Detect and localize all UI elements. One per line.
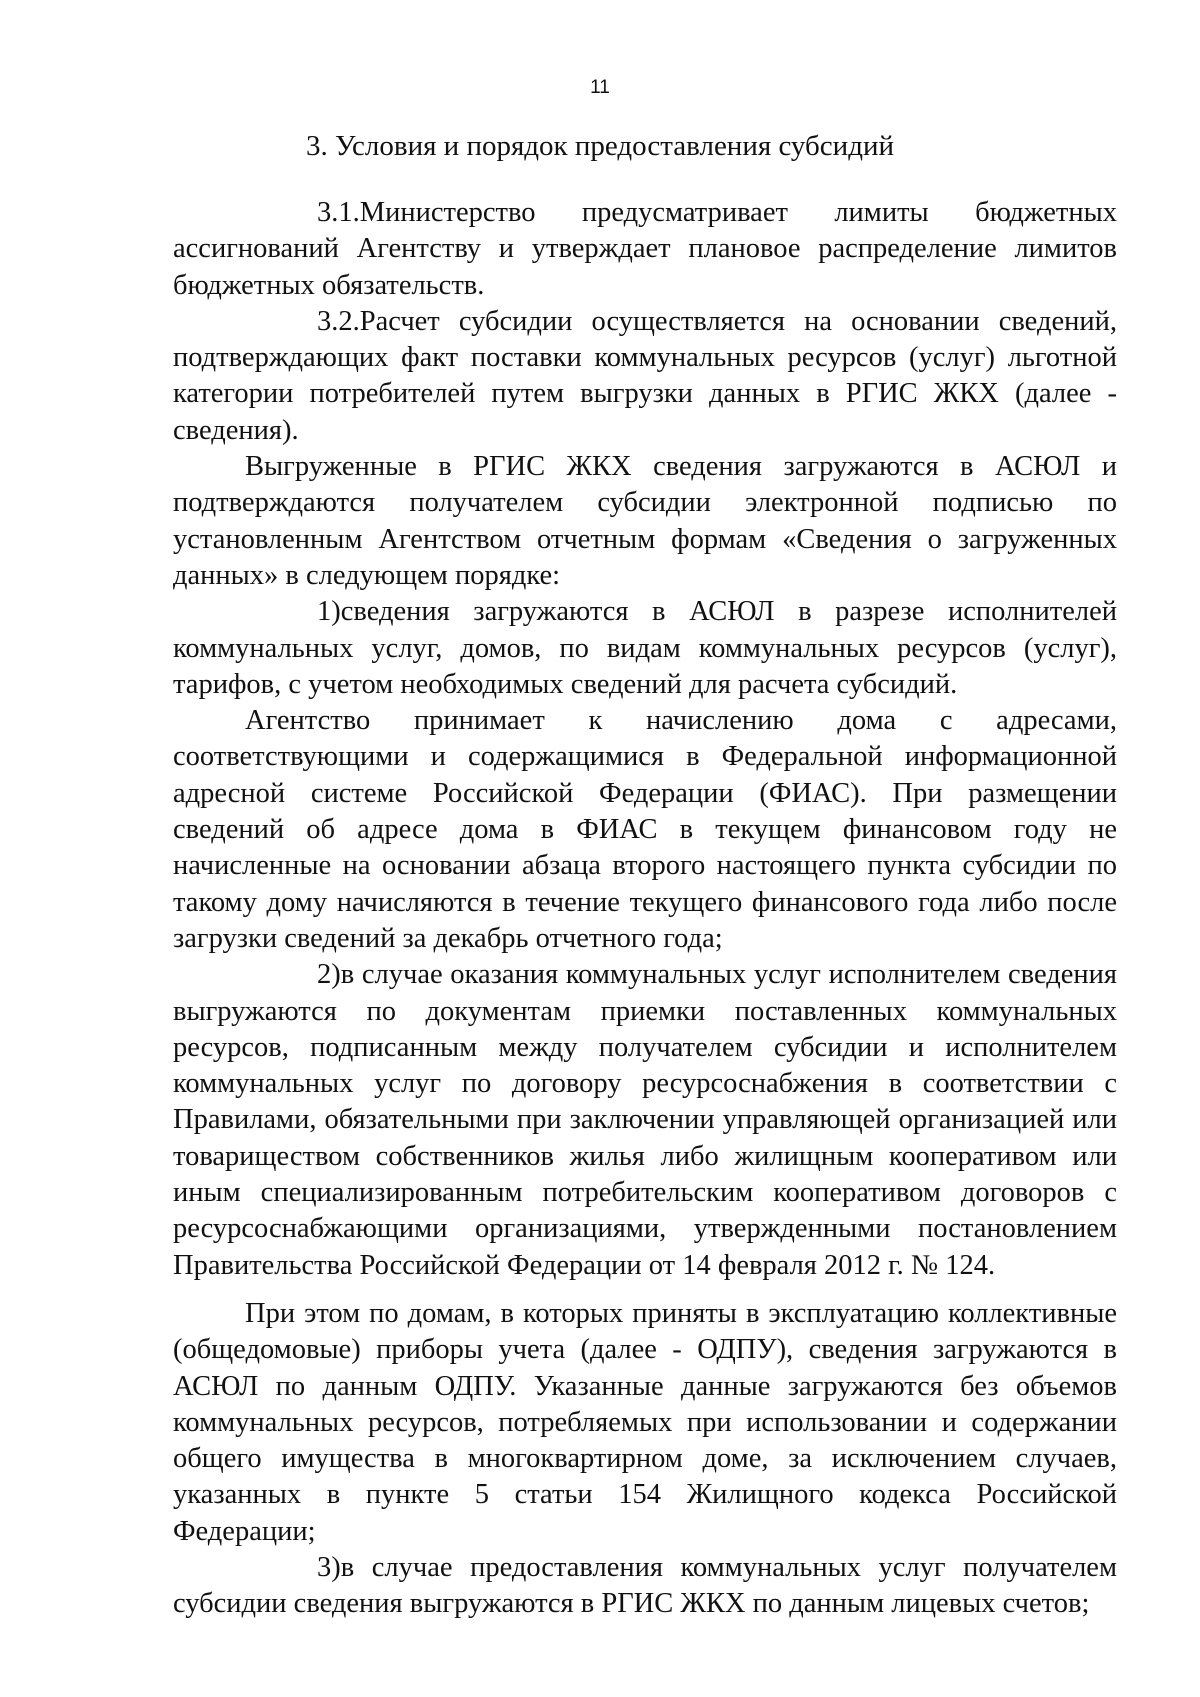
list-marker: 2) xyxy=(317,959,341,991)
section-title: 3. Условия и порядок предоставления субсидий xyxy=(305,130,894,162)
paragraph-marker: 3.2. xyxy=(317,305,360,337)
paragraph-3-2 xyxy=(173,304,1117,449)
list-item-text: в случае предоставления коммунальных услуг получателем субсидии сведения выгружаются в РГИС ЖКХ по данным лицевых счетов; xyxy=(173,1551,1117,1620)
list-item-3 xyxy=(173,1550,1117,1623)
paragraph-agency xyxy=(173,703,1117,957)
document-body xyxy=(173,195,1117,1623)
paragraph-upload xyxy=(173,449,1117,594)
paragraph-marker: 3.1. xyxy=(317,197,360,228)
paragraph-text: При этом по домам, в которых приняты в эксплуатацию коллективные (общедомовые) приборы учета (далее - ОДПУ), сведения загружаются в АСЮЛ по данным ОДПУ. Указанные данные загружаются без объемов коммунальных ресурсов, потребляемых при использовании и содержании общего имущества в многоквартирном доме, за исключением случаев, указанных в пункте 5 статьи 154 Жилищного кодекса Российской Федерации; xyxy=(173,1297,1117,1547)
list-item-1 xyxy=(173,594,1117,703)
paragraph-text: Выгруженные в РГИС ЖКХ сведения загружаются в АСЮЛ и подтверждаются получателем субсидии электронной подписью по установленным Агентством отчетным формам «Сведения о загруженных данных» в следующем порядке: xyxy=(173,451,1117,591)
list-marker: 3) xyxy=(317,1551,341,1583)
paragraph-text: Расчет субсидии осуществляется на основании сведений, подтверждающих факт поставки коммунальных ресурсов (услуг) льготной категории потребителей путем выгрузки данных в РГИС ЖКХ (далее - сведения). xyxy=(173,305,1117,446)
list-item-text: сведения загружаются в АСЮЛ в разрезе исполнителей коммунальных услуг, домов, по видам коммунальных ресурсов (услуг), тарифов, с учетом необходимых сведений для расчета субсидий. xyxy=(173,596,1117,700)
paragraph-3-1 xyxy=(173,195,1117,304)
paragraph-odpu xyxy=(173,1296,1117,1550)
paragraph-text: Министерство предусматривает лимиты бюджетных ассигнований Агентству и утверждает плановое распределение лимитов бюджетных обязательств. xyxy=(173,197,1117,301)
paragraph-text: Агентство принимает к начислению дома с адресами, соответствующими и содержащимися в Федеральной информационной адресной системе Российской Федерации (ФИАС). При размещении сведений об адресе дома в ФИАС в текущем финансовом году не начисленные на основании абзаца второго настоящего пункта субсидии по такому дому начисляются в течение текущего финансового года либо после загрузки сведений за декабрь отчетного года; xyxy=(173,705,1117,954)
list-item-2 xyxy=(173,957,1117,1284)
list-item-text: в случае оказания коммунальных услуг исполнителем сведения выгружаются по документам приемки поставленных коммунальных ресурсов, подписанным между получателем субсидии и исполнителем коммунальных услуг по договору ресурсоснабжения в соответствии с Правилами, обязательными при заключении управляющей организацией или товариществом собственников жилья либо жилищным кооперативом или иным специализированным потребительским кооперативом договоров с ресурсоснабжающими организациями, утвержденными постановлением Правительства Российской Федерации от 14 февраля 2012 г. № 124. xyxy=(173,959,1117,1281)
page-number: 11 xyxy=(590,77,610,98)
list-marker: 1) xyxy=(317,596,341,628)
